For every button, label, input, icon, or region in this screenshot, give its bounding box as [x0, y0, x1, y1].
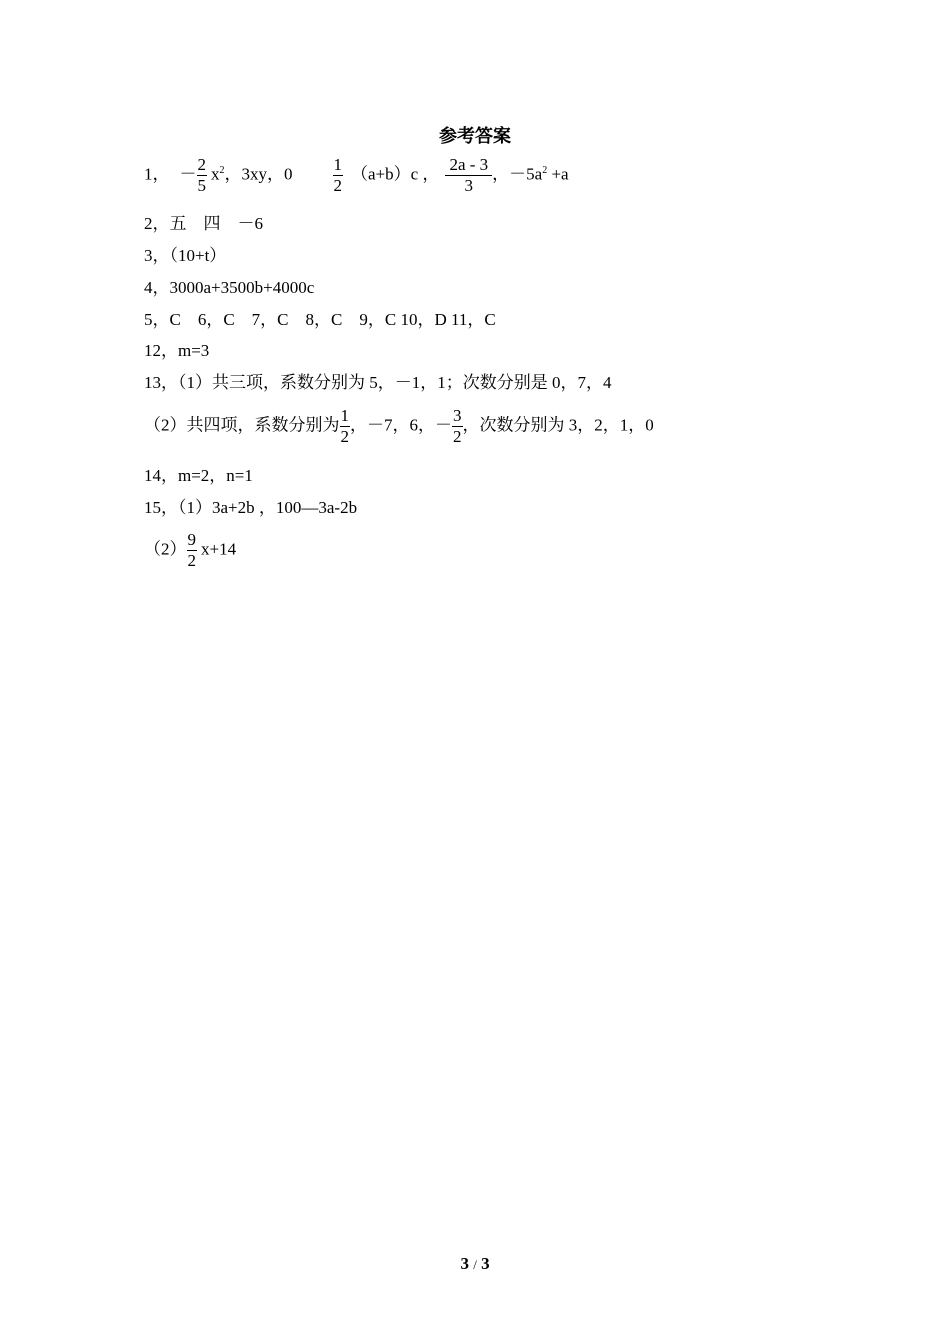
- answer-number: 1，: [144, 164, 170, 184]
- answer-1-terms: ，3xy，0: [224, 164, 293, 184]
- answer-15-2-prefix: （2）: [144, 539, 187, 559]
- fraction-3-2: [452, 406, 463, 447]
- numerator: 2: [197, 155, 206, 174]
- denominator: 2: [187, 551, 196, 570]
- numerator: 9: [187, 530, 196, 549]
- answer-1: [144, 155, 569, 196]
- answer-15-part-2: [144, 530, 236, 571]
- denominator: 3: [464, 176, 474, 195]
- answer-4: 4，3000a+3500b+4000c: [144, 278, 315, 297]
- exponent: 2: [219, 164, 225, 176]
- minus-sign: －: [179, 164, 197, 184]
- fraction-9-2: [187, 530, 198, 571]
- answer-15-2-expr: x+14: [201, 539, 237, 559]
- answer-1-tail: +a: [547, 164, 569, 184]
- answer-14: 14，m=2，n=1: [144, 466, 253, 485]
- answer-13-2-prefix: （2）共四项，系数分别为: [144, 415, 340, 435]
- answer-5-11: 5，C 6，C 7，C 8，C 9，C 10，D 11，C: [144, 310, 496, 329]
- numerator: 2a - 3: [445, 155, 492, 176]
- total-pages: 3: [481, 1254, 490, 1273]
- answer-13-part-2: [144, 406, 654, 447]
- answer-13-2-suffix: ，次数分别为 3，2，1，0: [462, 415, 654, 435]
- denominator: 2: [453, 427, 462, 446]
- numerator: 1: [333, 155, 342, 174]
- answer-15-part-1: 15，（1）3a+2b ，100—3a-2b: [144, 498, 358, 517]
- current-page: 3: [460, 1254, 469, 1273]
- page-number: [0, 1254, 950, 1274]
- fraction-1-2: [340, 406, 351, 447]
- variable: x: [211, 164, 220, 184]
- denominator: 5: [197, 176, 206, 195]
- answer-3: 3，（10+t）: [144, 246, 227, 265]
- answer-2: 2，五 四 －6: [144, 214, 263, 233]
- denominator: 2: [333, 176, 342, 195]
- answer-13-part-1: 13，（1）共三项，系数分别为 5，－1，1；次数分别是 0，7，4: [144, 373, 612, 392]
- answer-12: 12，m=3: [144, 341, 210, 360]
- answer-1-last: ，－5a: [492, 164, 543, 184]
- numerator: 3: [453, 406, 462, 425]
- answer-13-2-middle: ，－7，6，－: [350, 415, 452, 435]
- fraction-2a-3-over-3: [445, 155, 492, 196]
- page-title: 参考答案: [439, 126, 511, 147]
- fraction-1-2: [333, 155, 344, 196]
- exponent: 2: [542, 164, 548, 176]
- answer-1-expr: （a+b）c ，: [351, 164, 440, 184]
- numerator: 1: [340, 406, 349, 425]
- page-separator: /: [473, 1257, 477, 1272]
- fraction-2-5: [197, 155, 208, 196]
- denominator: 2: [340, 427, 349, 446]
